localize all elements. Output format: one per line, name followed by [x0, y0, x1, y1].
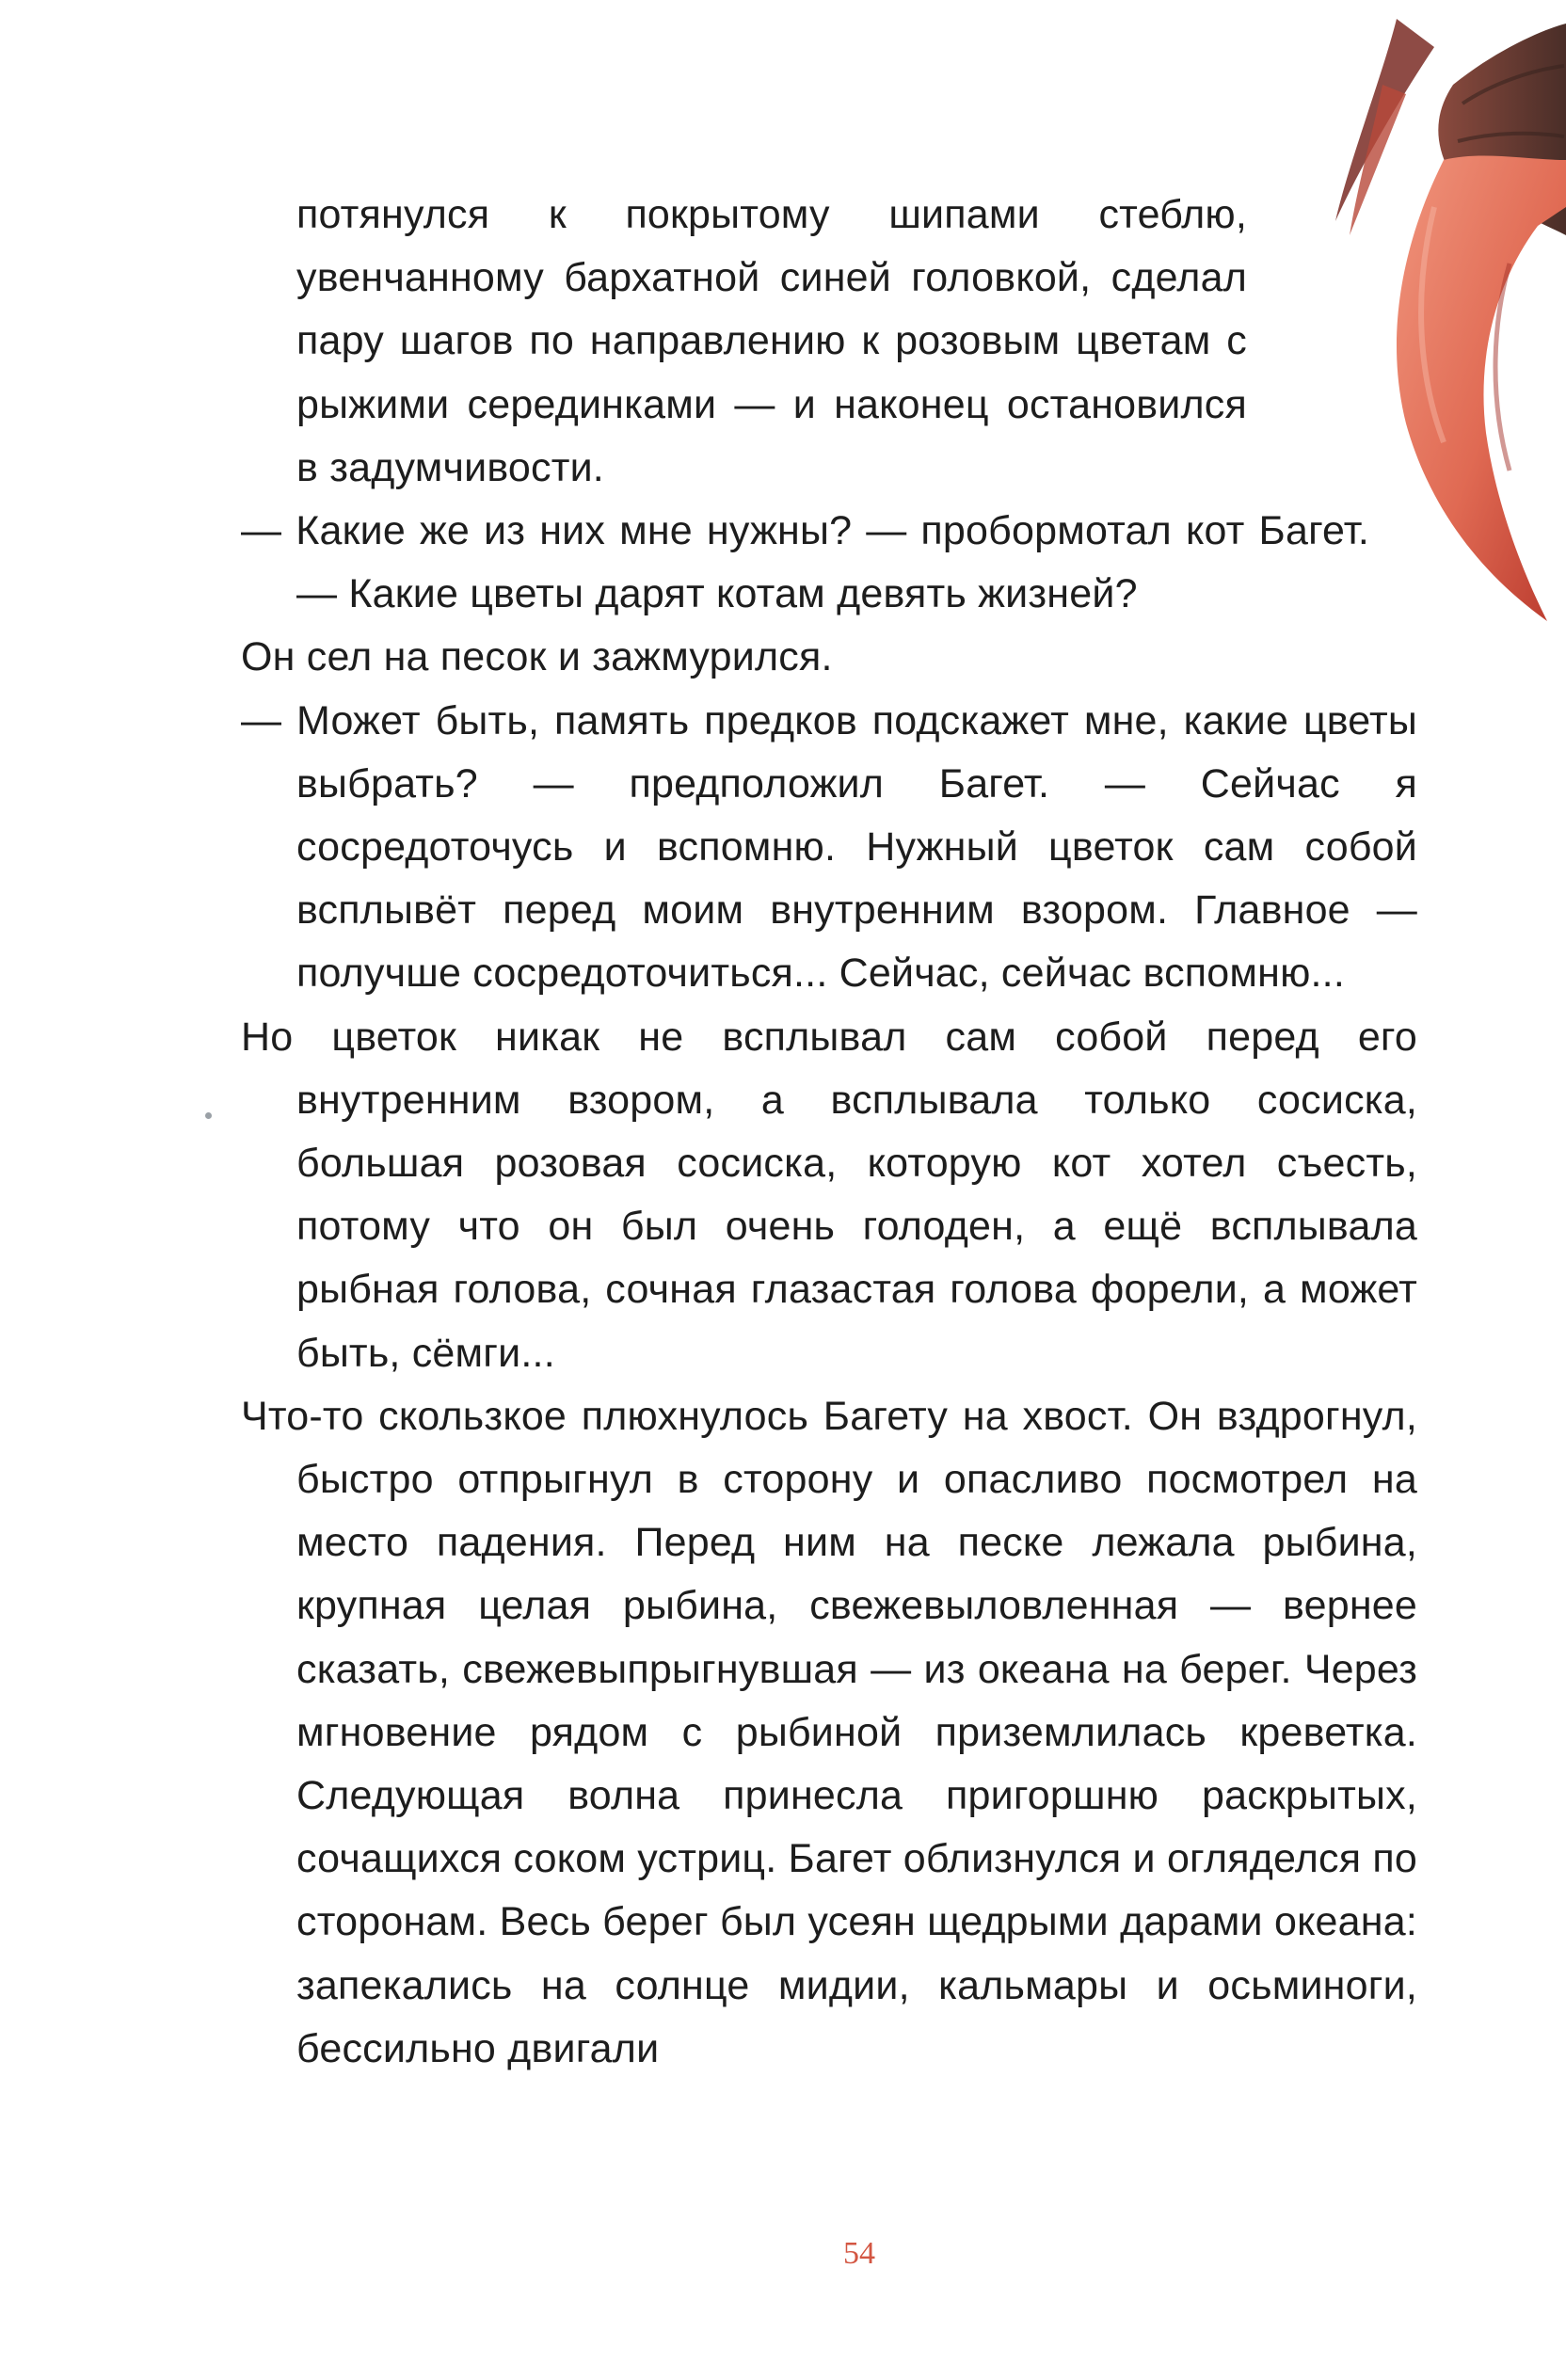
paragraph-5: Но цветок никак не всплывал сам собой перед его внутренним взором, а всплывала только сосиска, большая розовая сосиска, которую кот хотел съесть, потому что он был очень голоден, а ещё всплывала рыбная голова, сочная глазастая голова форели, а может быть, сёмги... — [241, 1014, 1417, 1376]
paragraph-1: потянулся к покрытому шипами стеблю, увенчанному бархатной синей головкой, сделал пару шагов по направлению к розовым цветам с рыжими серединками — и наконец остановился в задумчивости. — [296, 192, 1247, 490]
paragraph-3: Он сел на песок и зажмурился. — [241, 634, 833, 680]
paragraph-6: Что-то скользкое плюхнулось Багету на хвост. Он вздрогнул, быстро отпрыгнул в сторону и опасливо посмотрел на место падения. Перед ним на песке лежала рыбина, крупная целая рыбина, свежевыловленная — вернее сказать, свежевыпрыгнувшая — из океана на берег. Через мгновение рядом с рыбиной приземлилась креветка. Следующая волна принесла пригоршню раскрытых, сочащихся соком устриц. Багет облизнулся и огляделся по сторонам. Весь берег был усеян щедрыми дарами океана: запекались на солнце мидии, кальмары и осьминоги, бессильно двигали — [241, 1393, 1417, 2071]
paragraph-4: — Может быть, память предков подскажет мне, какие цветы выбрать? — предположил Багет. — Сейчас я сосредоточусь и вспомню. Нужный цветок сам собой всплывёт перед моим внутренним взором. Главное — получше сосредоточиться... Сейчас, сейчас вспомню... — [241, 697, 1417, 997]
scan-artifact-dot — [205, 1112, 212, 1119]
body-text — [241, 184, 1417, 2081]
page-number: 54 — [843, 2236, 875, 2271]
paragraph-2: — Какие же из них мне нужны? — пробормотал кот Багет. — Какие цветы дарят котам девять жизней? — [241, 508, 1369, 617]
